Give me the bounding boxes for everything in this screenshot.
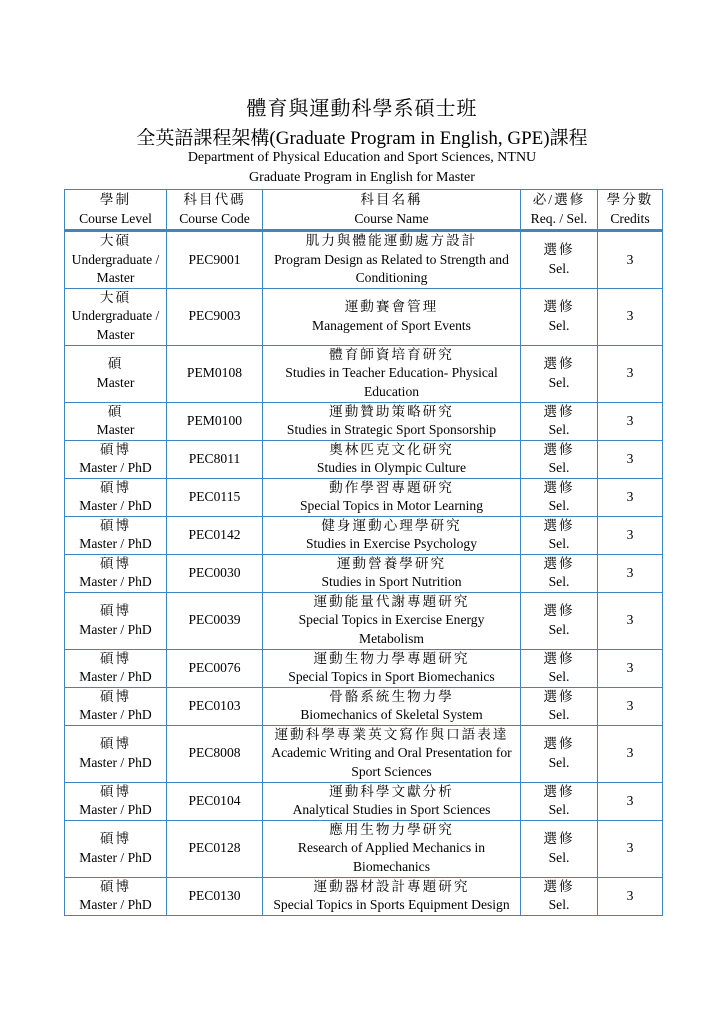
credits-cell xyxy=(598,687,663,725)
course-level-zh: 碩博 xyxy=(99,441,132,457)
requirement-cell xyxy=(521,725,598,782)
course-name-cell xyxy=(263,440,521,478)
course-name-en: Studies in Teacher Education- Physical Education xyxy=(285,365,498,399)
course-name-cell xyxy=(263,687,521,725)
column-header-name: 科目名稱 Course Name xyxy=(263,190,521,231)
requirement-cell xyxy=(521,516,598,554)
requirement-zh: 選修 xyxy=(543,299,575,314)
table-row xyxy=(65,478,663,516)
course-name-en: Special Topics in Exercise Energy Metabolism xyxy=(298,612,485,646)
table-row xyxy=(65,782,663,820)
credits-cell xyxy=(598,402,663,440)
course-name-zh: 運動營養學研究 xyxy=(336,555,447,571)
credits-value: 3 xyxy=(626,365,634,381)
credits-cell xyxy=(598,478,663,516)
course-level-en: Master / PhD xyxy=(79,498,152,513)
credits-value: 3 xyxy=(626,840,634,856)
requirement-en: Sel. xyxy=(548,669,570,684)
table-row xyxy=(65,440,663,478)
requirement-zh: 選修 xyxy=(543,517,575,533)
requirement-zh: 選修 xyxy=(543,650,575,666)
course-code-cell xyxy=(167,440,263,478)
requirement-cell xyxy=(521,288,598,345)
credits-cell xyxy=(598,231,663,289)
course-name-cell xyxy=(263,478,521,516)
course-name-zh: 體育師資培育研究 xyxy=(329,346,454,362)
course-name-en: Research of Applied Mechanics in Biomechanics xyxy=(297,840,486,874)
course-name-zh: 運動能量代謝專題研究 xyxy=(313,593,470,609)
credits-value: 3 xyxy=(626,308,634,324)
course-level-zh: 碩博 xyxy=(99,688,132,704)
table-row xyxy=(65,820,663,877)
course-code-cell xyxy=(167,649,263,687)
requirement-en: Sel. xyxy=(548,374,570,390)
requirement-en: Sel. xyxy=(548,574,570,589)
course-level-en: Master / PhD xyxy=(79,849,152,865)
course-name-cell xyxy=(263,782,521,820)
course-code: PEC0128 xyxy=(188,840,241,856)
course-level-en: Master / PhD xyxy=(79,574,152,589)
course-level-cell xyxy=(65,687,167,725)
requirement-zh: 選修 xyxy=(543,242,575,258)
course-name-en: Studies in Olympic Culture xyxy=(316,460,467,475)
course-level-en: Master / PhD xyxy=(79,621,152,637)
requirement-cell xyxy=(521,649,598,687)
course-level-cell xyxy=(65,649,167,687)
requirement-cell xyxy=(521,554,598,592)
requirement-cell xyxy=(521,231,598,289)
table-row xyxy=(65,516,663,554)
table-row xyxy=(65,402,663,440)
course-code: PEC9001 xyxy=(188,251,241,267)
course-level-zh: 碩博 xyxy=(99,555,132,571)
credits-value: 3 xyxy=(626,564,634,580)
course-name-cell xyxy=(263,402,521,440)
requirement-cell xyxy=(521,592,598,649)
requirement-en: Sel. xyxy=(548,498,570,513)
credits-value: 3 xyxy=(626,697,634,713)
course-level-zh: 碩博 xyxy=(99,603,132,618)
course-code: PEC9003 xyxy=(188,308,241,324)
course-name-en: Studies in Exercise Psychology xyxy=(305,536,478,551)
course-name-cell xyxy=(263,231,521,289)
column-header-required: 必/選修 Req. / Sel. xyxy=(521,190,598,231)
course-level-zh: 碩博 xyxy=(99,650,132,666)
course-name-cell xyxy=(263,345,521,402)
course-code: PEC0103 xyxy=(188,697,241,713)
course-level-cell xyxy=(65,402,167,440)
course-code-cell xyxy=(167,592,263,649)
course-name-cell xyxy=(263,288,521,345)
course-code: PEC0104 xyxy=(188,792,241,808)
course-name-cell xyxy=(263,877,521,915)
credits-cell xyxy=(598,345,663,402)
requirement-zh: 選修 xyxy=(543,783,575,799)
course-level-en: Master / PhD xyxy=(79,897,152,912)
requirement-cell xyxy=(521,782,598,820)
course-name-cell xyxy=(263,516,521,554)
course-name-en: Program Design as Related to Strength and Conditioning xyxy=(274,251,509,285)
course-name-en: Biomechanics of Skeletal System xyxy=(300,707,483,722)
course-name-en: Academic Writing and Oral Presentation for Sport Sciences xyxy=(271,745,512,779)
credits-cell xyxy=(598,877,663,915)
course-code: PEC0030 xyxy=(188,564,241,580)
course-level-cell xyxy=(65,231,167,289)
column-header-credits: 學分數 Credits xyxy=(598,190,663,231)
course-code-cell xyxy=(167,478,263,516)
requirement-cell xyxy=(521,478,598,516)
course-level-en: Master xyxy=(96,374,135,390)
credits-value: 3 xyxy=(626,412,634,428)
course-code: PEC8011 xyxy=(188,450,241,466)
requirement-zh: 選修 xyxy=(543,603,575,618)
course-level-zh: 碩博 xyxy=(99,783,132,799)
course-code-cell xyxy=(167,687,263,725)
table-row xyxy=(65,288,663,345)
course-name-zh: 肌力與體能運動處方設計 xyxy=(305,233,478,248)
course-level-en: Undergraduate / Master xyxy=(71,308,160,342)
requirement-zh: 選修 xyxy=(543,403,575,419)
course-level-zh: 碩 xyxy=(107,403,124,419)
course-name-zh: 骨骼系統生物力學 xyxy=(329,688,454,704)
course-code-cell xyxy=(167,554,263,592)
requirement-cell xyxy=(521,440,598,478)
course-name-zh: 運動科學專業英文寫作與口語表達 xyxy=(274,726,509,742)
course-level-zh: 碩 xyxy=(107,356,124,371)
requirement-zh: 選修 xyxy=(543,688,575,704)
requirement-en: Sel. xyxy=(548,536,570,551)
course-code: PEC0142 xyxy=(188,526,241,542)
course-level-cell xyxy=(65,478,167,516)
course-name-cell xyxy=(263,554,521,592)
course-code: PEC8008 xyxy=(188,745,241,761)
course-level-cell xyxy=(65,345,167,402)
course-name-cell xyxy=(263,820,521,877)
requirement-cell xyxy=(521,820,598,877)
requirement-en: Sel. xyxy=(548,317,570,333)
credits-cell xyxy=(598,516,663,554)
course-name-zh: 動作學習專題研究 xyxy=(329,479,454,495)
course-code-cell xyxy=(167,345,263,402)
requirement-zh: 選修 xyxy=(543,356,575,371)
course-code-cell xyxy=(167,725,263,782)
course-level-cell xyxy=(65,288,167,345)
requirement-en: Sel. xyxy=(548,422,570,437)
requirement-zh: 選修 xyxy=(543,479,575,495)
course-level-zh: 碩博 xyxy=(99,831,132,846)
department-name: Department of Physical Education and Sport Sciences, NTNU xyxy=(187,150,537,165)
course-level-zh: 碩博 xyxy=(99,878,132,894)
course-name-en: Special Topics in Motor Learning xyxy=(299,498,484,513)
credits-value: 3 xyxy=(626,745,634,761)
course-level-zh: 碩博 xyxy=(99,517,132,533)
course-code-cell xyxy=(167,516,263,554)
requirement-en: Sel. xyxy=(548,260,570,276)
table-row xyxy=(65,554,663,592)
requirement-en: Sel. xyxy=(548,849,570,865)
requirement-en: Sel. xyxy=(548,897,570,912)
table-row xyxy=(65,345,663,402)
requirement-zh: 選修 xyxy=(543,555,575,571)
requirement-en: Sel. xyxy=(548,754,570,770)
credits-value: 3 xyxy=(626,526,634,542)
table-row xyxy=(65,725,663,782)
requirement-cell xyxy=(521,687,598,725)
course-name-zh: 運動器材設計專題研究 xyxy=(313,878,470,894)
course-code-cell xyxy=(167,877,263,915)
table-row xyxy=(65,231,663,289)
course-code: PEC0076 xyxy=(188,659,241,675)
credits-cell xyxy=(598,288,663,345)
course-name-en: Studies in Strategic Sport Sponsorship xyxy=(286,422,497,437)
course-level-en: Master / PhD xyxy=(79,754,152,770)
course-level-en: Master xyxy=(96,422,135,437)
course-level-en: Master / PhD xyxy=(79,460,152,475)
course-code: PEC0130 xyxy=(188,887,241,903)
requirement-en: Sel. xyxy=(548,621,570,637)
course-code-cell xyxy=(167,288,263,345)
requirement-en: Sel. xyxy=(548,707,570,722)
course-level-cell xyxy=(65,782,167,820)
page-title: 體育與運動科學系碩士班 xyxy=(246,98,478,120)
course-name-en: Management of Sport Events xyxy=(312,317,471,333)
course-name-cell xyxy=(263,649,521,687)
requirement-zh: 選修 xyxy=(543,831,575,846)
credits-value: 3 xyxy=(626,251,634,267)
credits-cell xyxy=(598,649,663,687)
course-name-zh: 應用生物力學研究 xyxy=(329,821,454,837)
course-name-en: Special Topics in Sport Biomechanics xyxy=(288,669,495,684)
course-name-en: Special Topics in Sports Equipment Design xyxy=(273,897,510,912)
table-header-row xyxy=(65,190,663,231)
course-level-en: Master / PhD xyxy=(79,707,152,722)
course-name-cell xyxy=(263,725,521,782)
credits-value: 3 xyxy=(626,792,634,808)
course-name-zh: 運動賽會管理 xyxy=(344,299,439,314)
course-name-en: Analytical Studies in Sport Sciences xyxy=(292,802,491,817)
course-level-zh: 大碩 xyxy=(99,289,132,305)
course-level-en: Master / PhD xyxy=(79,669,152,684)
course-code: PEC0115 xyxy=(188,488,241,504)
program-title: 全英語課程架構(Graduate Program in English, GPE)課程 xyxy=(136,128,588,149)
course-code-cell xyxy=(167,402,263,440)
course-level-zh: 碩博 xyxy=(99,736,132,751)
course-code-cell xyxy=(167,782,263,820)
course-code: PEC0039 xyxy=(188,612,241,628)
column-header-level: 學制 Course Level xyxy=(65,190,167,231)
course-level-cell xyxy=(65,440,167,478)
requirement-cell xyxy=(521,345,598,402)
credits-value: 3 xyxy=(626,450,634,466)
course-name-zh: 奧林匹克文化研究 xyxy=(329,441,454,457)
requirement-zh: 選修 xyxy=(543,736,575,751)
course-level-en: Master / PhD xyxy=(79,802,152,817)
credits-cell xyxy=(598,440,663,478)
credits-cell xyxy=(598,592,663,649)
course-name-cell xyxy=(263,592,521,649)
credits-cell xyxy=(598,554,663,592)
course-name-zh: 運動科學文獻分析 xyxy=(329,783,454,799)
course-level-en: Undergraduate / Master xyxy=(71,251,160,285)
column-header-code: 科目代碼 Course Code xyxy=(167,190,263,231)
course-code-cell xyxy=(167,231,263,289)
course-level-en: Master / PhD xyxy=(79,536,152,551)
table-row xyxy=(65,649,663,687)
credits-cell xyxy=(598,725,663,782)
course-level-cell xyxy=(65,554,167,592)
course-level-cell xyxy=(65,592,167,649)
table-row xyxy=(65,592,663,649)
course-code: PEM0108 xyxy=(186,365,243,381)
requirement-zh: 選修 xyxy=(543,441,575,457)
course-level-zh: 碩博 xyxy=(99,479,132,495)
requirement-en: Sel. xyxy=(548,460,570,475)
credits-value: 3 xyxy=(626,659,634,675)
course-level-cell xyxy=(65,877,167,915)
course-name-zh: 運動生物力學專題研究 xyxy=(313,650,470,666)
course-table-body xyxy=(65,231,663,916)
credits-value: 3 xyxy=(626,887,634,903)
course-code-cell xyxy=(167,820,263,877)
course-level-cell xyxy=(65,516,167,554)
course-level-zh: 大碩 xyxy=(99,233,132,248)
table-row xyxy=(65,877,663,915)
credits-value: 3 xyxy=(626,612,634,628)
table-row xyxy=(65,687,663,725)
course-level-cell xyxy=(65,820,167,877)
requirement-cell xyxy=(521,402,598,440)
credits-value: 3 xyxy=(626,488,634,504)
credits-cell xyxy=(598,782,663,820)
course-name-zh: 運動贊助策略研究 xyxy=(329,403,454,419)
course-level-cell xyxy=(65,725,167,782)
program-subtitle: Graduate Program in English for Master xyxy=(249,170,475,185)
course-table xyxy=(64,189,663,916)
course-code: PEM0100 xyxy=(186,412,243,428)
course-name-zh: 健身運動心理學研究 xyxy=(321,517,462,533)
credits-cell xyxy=(598,820,663,877)
requirement-zh: 選修 xyxy=(543,878,575,894)
course-name-en: Studies in Sport Nutrition xyxy=(321,574,462,589)
requirement-cell xyxy=(521,877,598,915)
requirement-en: Sel. xyxy=(548,802,570,817)
